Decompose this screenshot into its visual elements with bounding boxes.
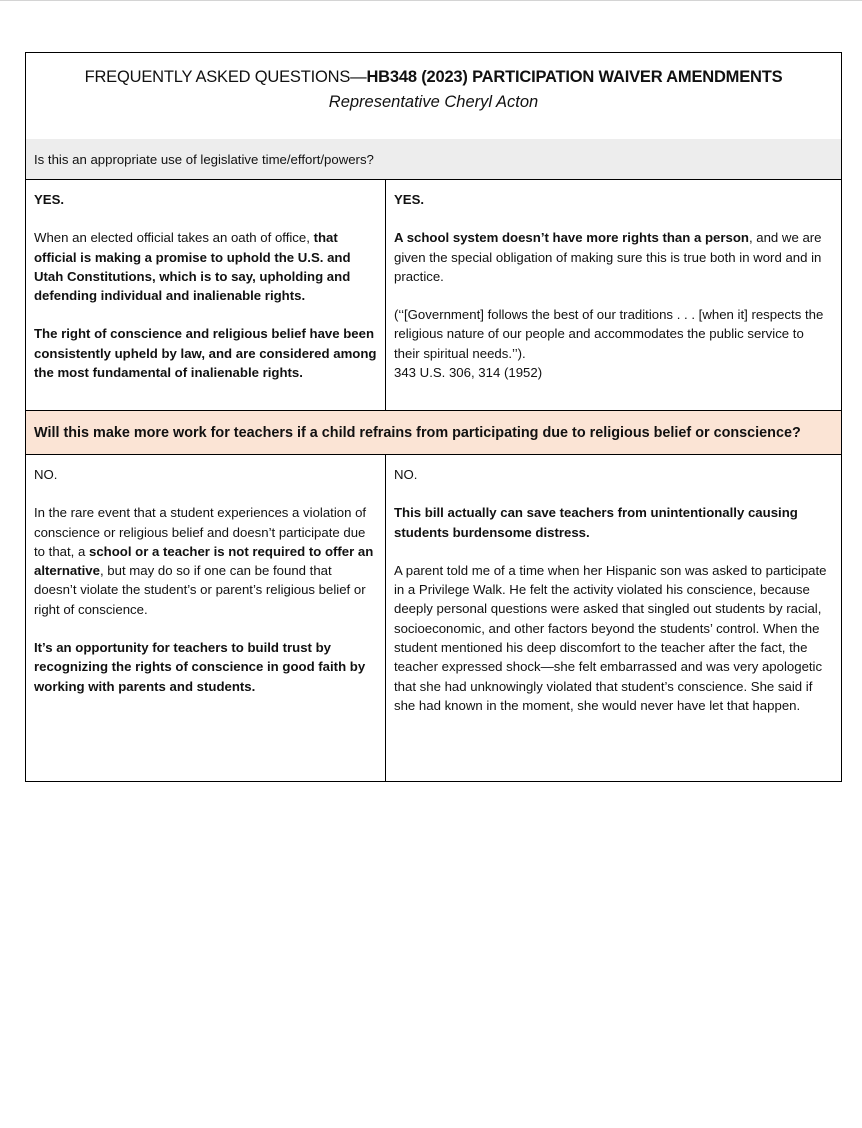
title-bill: HB348 (2023) PARTICIPATION WAIVER AMENDMENTS (366, 68, 783, 86)
answer-label: YES. (34, 192, 65, 207)
answer-row-2 (25, 455, 841, 781)
text-run-bold: It’s an opportunity for teachers to build trust by recognizing the rights of conscience in good faith by working with parents and students. (34, 640, 366, 694)
answer-paragraph (34, 324, 377, 382)
text-run-bold: A school system doesn’t have more rights than a person (394, 230, 749, 246)
answer-paragraph (394, 503, 833, 542)
text-run-bold: that official is making a promise to uphold the U.S. and Utah Constitutions, which is to say, upholding and defending individual and inalienable rights. (34, 230, 351, 304)
anecdote-text: A parent told me of a time when her Hispanic son was asked to participate in a Privilege Walk. He felt the activity violated his conscience, because deeply personal questions were asked that singled out students by racial, socioeconomic, and other factors beyond the students’ control. When the student mentioned his deep discomfort to the teacher after the fact, the teacher expressed shock—she felt embarrassed and was very apologetic that she had unknowingly violated that student’s conscience. She said if she had known in the moment, she would never have let that happen. (394, 562, 827, 713)
text-run: , but may do so if one can be found that doesn’t violate the student’s or parent’s religious belief or right of conscience. (34, 563, 366, 617)
text-run-bold: school or a teacher is not required to offer an alternative (34, 543, 374, 579)
answer-label: YES. (394, 192, 425, 207)
citation: 343 U.S. 306, 314 (1952) (394, 365, 543, 381)
faq-table (25, 52, 842, 782)
quote-text: (‘‘[Government] follows the best of our traditions . . . [when it] respects the religious nature of our people and accommodates the public service to their spiritual needs.’’). (394, 307, 824, 361)
question-text: Will this make more work for teachers if a child refrains from participating due to religious belief or conscience? (34, 424, 801, 441)
answer-cell-left (26, 455, 386, 781)
question-row-2 (25, 411, 841, 455)
answer-row-1 (25, 180, 841, 411)
answer-paragraph (394, 228, 833, 286)
answer-paragraph (34, 638, 377, 696)
document-header (25, 53, 841, 139)
text-run-bold: The right of conscience and religious belief have been consistently upheld by law, and are considered among the most fundamental of inalienable rights. (34, 326, 377, 381)
text-run: , and we are given the special obligation of making sure this is true both in word and in practice. (394, 230, 822, 284)
answer-paragraph (394, 305, 833, 382)
document-subtitle: Representative Cheryl Acton (328, 93, 539, 111)
document-title (26, 53, 841, 87)
faq-document (25, 52, 842, 782)
answer-paragraph (394, 561, 833, 715)
answer-paragraph (34, 503, 377, 619)
answer-cell-left (26, 180, 386, 410)
answer-cell-right (386, 455, 841, 781)
text-run: In the rare event that a student experiences a violation of conscience or religious belief and doesn’t participate due to that, a (34, 505, 367, 559)
answer-paragraph (34, 228, 377, 305)
question-text: Is this an appropriate use of legislative time/effort/powers? (34, 151, 374, 167)
answer-label: NO. (394, 467, 418, 482)
answer-cell-right (386, 180, 841, 410)
title-prefix: FREQUENTLY ASKED QUESTIONS— (84, 68, 367, 86)
text-run-bold: This bill actually can save teachers from unintentionally causing students burdensome distress. (394, 505, 798, 540)
text-run: When an elected official takes an oath of office, (34, 230, 314, 246)
answer-label: NO. (34, 467, 58, 482)
question-row-1 (25, 139, 841, 180)
